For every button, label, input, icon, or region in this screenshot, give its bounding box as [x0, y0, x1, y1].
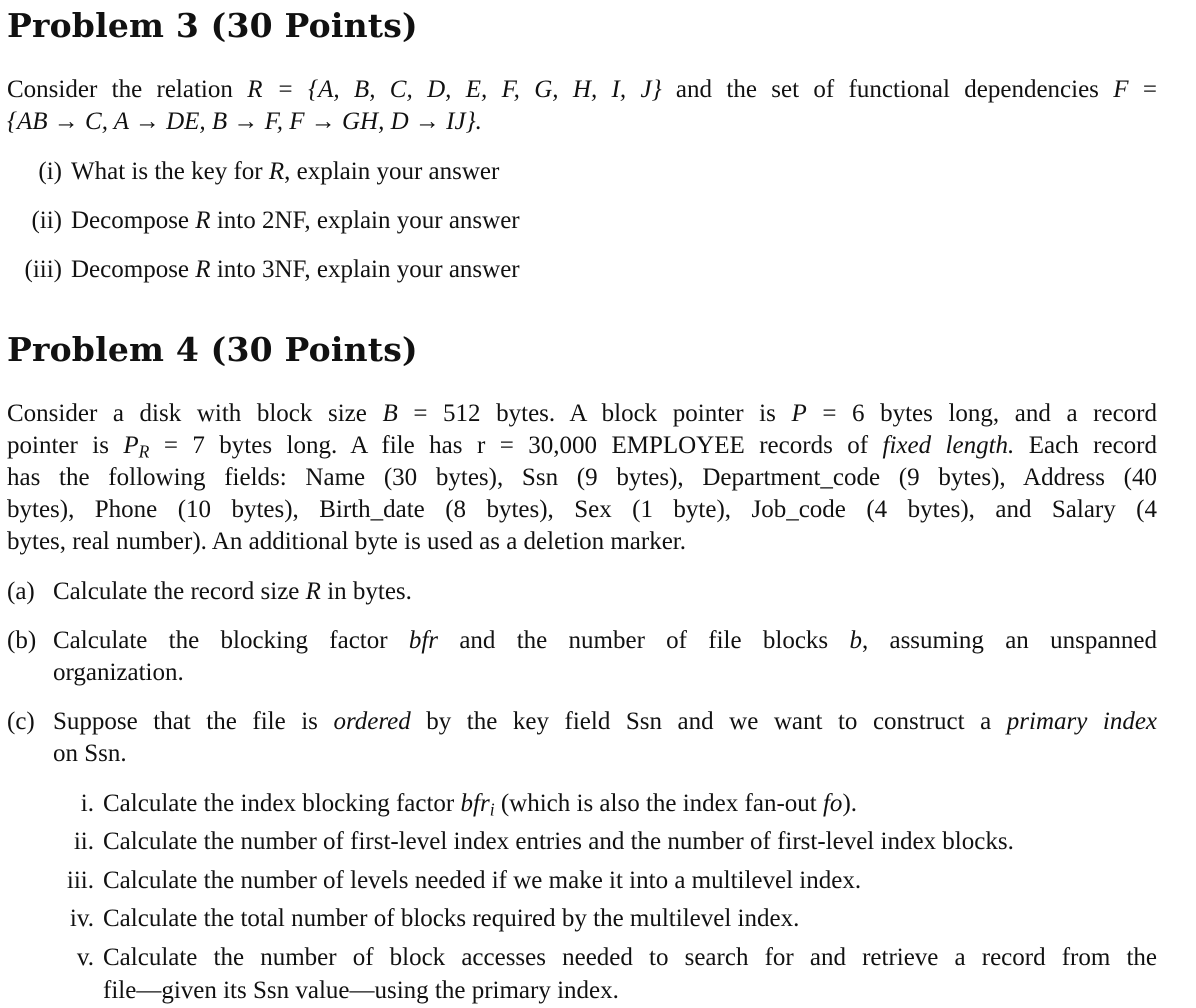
- math-R: R: [195, 256, 211, 283]
- problem4-para-line5: bytes, real number). An additional byte is used as a deletion marker.: [7, 528, 686, 555]
- item-label: (a): [7, 578, 35, 605]
- text: Decompose: [71, 207, 196, 234]
- math-b: b: [849, 627, 862, 654]
- text: = 512 bytes. A block pointer is: [397, 400, 792, 427]
- problem4-item-b-line2: organization.: [53, 659, 184, 686]
- problem4-item-b-label: (b): [7, 627, 37, 654]
- text: Calculate the index blocking factor: [103, 790, 461, 817]
- subitem-iii: [0, 865, 861, 897]
- text: and the number of file blocks: [438, 627, 850, 654]
- math-B: B: [382, 400, 398, 427]
- text: ).: [842, 790, 858, 817]
- text: Each record: [1014, 432, 1157, 459]
- text: (which is also the index fan-out: [494, 790, 823, 817]
- problem3-intro-line1: [7, 74, 1157, 106]
- subitem-label: ii.: [73, 828, 94, 855]
- text: Calculate the blocking factor: [53, 627, 409, 654]
- subitem-i: [0, 788, 857, 820]
- text: Consider the relation: [7, 76, 248, 103]
- text: , assuming an unspanned: [861, 627, 1158, 654]
- problem4-para-line4: bytes), Phone (10 bytes), Birth_date (8 bytes), Sex (1 byte), Job_code (4 bytes), and Salary (4: [7, 496, 1157, 523]
- math-R: R: [305, 578, 321, 605]
- problem4-heading: Problem 4 (30 Points): [7, 330, 418, 369]
- text: Decompose: [71, 256, 196, 283]
- problem4-para-line2: [7, 430, 1157, 462]
- subitem-ii: [0, 826, 1014, 858]
- problem4-item-c-line2: on Ssn.: [53, 740, 127, 767]
- subitem-v-label: [0, 942, 94, 974]
- math-P-R: $P_R$: [123, 432, 150, 462]
- problem4-item-b-line1: [53, 625, 1157, 657]
- text: Calculate the number of levels needed if we make it into a multilevel index.: [103, 867, 862, 894]
- text: into 3NF, explain your answer: [210, 256, 520, 283]
- text: Calculate the number of first-level index entries and the number of first-level index blocks.: [103, 828, 1014, 855]
- problem4-item-c-label: (c): [7, 708, 35, 735]
- item-label: (i): [38, 158, 62, 185]
- text: What is the key for: [71, 158, 269, 185]
- primary-index-italic: primary index: [1006, 708, 1158, 735]
- text: , explain your answer: [284, 158, 500, 185]
- text: = 7 bytes long. A file has r = 30,000 EMPLOYEE records of: [149, 432, 883, 459]
- problem4-para-line3: has the following fields: Name (30 bytes), Ssn (9 bytes), Department_code (9 bytes), Address (40: [7, 464, 1157, 491]
- math-fo: fo: [822, 790, 843, 817]
- text: and the set of functional dependencies: [661, 76, 1114, 103]
- subitem-label: i.: [80, 790, 94, 817]
- math-bfr: bfr: [408, 627, 439, 654]
- text: =: [1128, 76, 1157, 103]
- problem3-item-i: [7, 156, 499, 188]
- problem3-item-iii: [7, 254, 520, 286]
- text: pointer is: [7, 432, 124, 459]
- text: = 6 bytes long, and a record: [806, 400, 1157, 427]
- subitem-v-line1: Calculate the number of block accesses needed to search for and retrieve a record from the: [103, 944, 1157, 971]
- problem3-intro-line2: {AB → C, A → DE, B → F, F → GH, D → IJ}.: [7, 108, 482, 135]
- subitem-label: v.: [76, 944, 94, 971]
- problem4-item-c-line1: [53, 706, 1157, 738]
- subitem-label: iii.: [66, 867, 94, 894]
- item-label: (ii): [31, 207, 62, 234]
- text: Calculate the total number of blocks required by the multilevel index.: [103, 905, 800, 932]
- problem3-item-ii: [7, 205, 520, 237]
- subitem-v-line2: file—given its Ssn value—using the primary index.: [103, 977, 619, 1004]
- text: Consider a disk with block size: [7, 400, 383, 427]
- math-R: R: [195, 207, 211, 234]
- subitem-label: iv.: [69, 905, 94, 932]
- subitem-iv: [0, 903, 799, 935]
- math-set: = {A, B, C, D, E, F, G, H, I, J}: [262, 76, 662, 103]
- text: into 2NF, explain your answer: [210, 207, 520, 234]
- ordered-italic: ordered: [333, 708, 411, 735]
- text: Suppose that the file is: [53, 708, 334, 735]
- problem4-item-a: [7, 576, 412, 608]
- problem4-para-line1: [7, 398, 1157, 430]
- math-R: R: [268, 158, 285, 185]
- math-F: F: [1113, 76, 1129, 103]
- fixed-length-italic: fixed length.: [882, 432, 1015, 459]
- text: by the key field Ssn and we want to construct a: [410, 708, 1007, 735]
- math-bfri: bfr$_i$: [460, 790, 495, 820]
- math-R: R: [247, 76, 263, 103]
- text: in bytes.: [320, 578, 412, 605]
- text: Calculate the record size: [53, 578, 306, 605]
- problem3-heading: Problem 3 (30 Points): [7, 6, 418, 45]
- item-label: (iii): [24, 256, 62, 283]
- math-P: P: [791, 400, 807, 427]
